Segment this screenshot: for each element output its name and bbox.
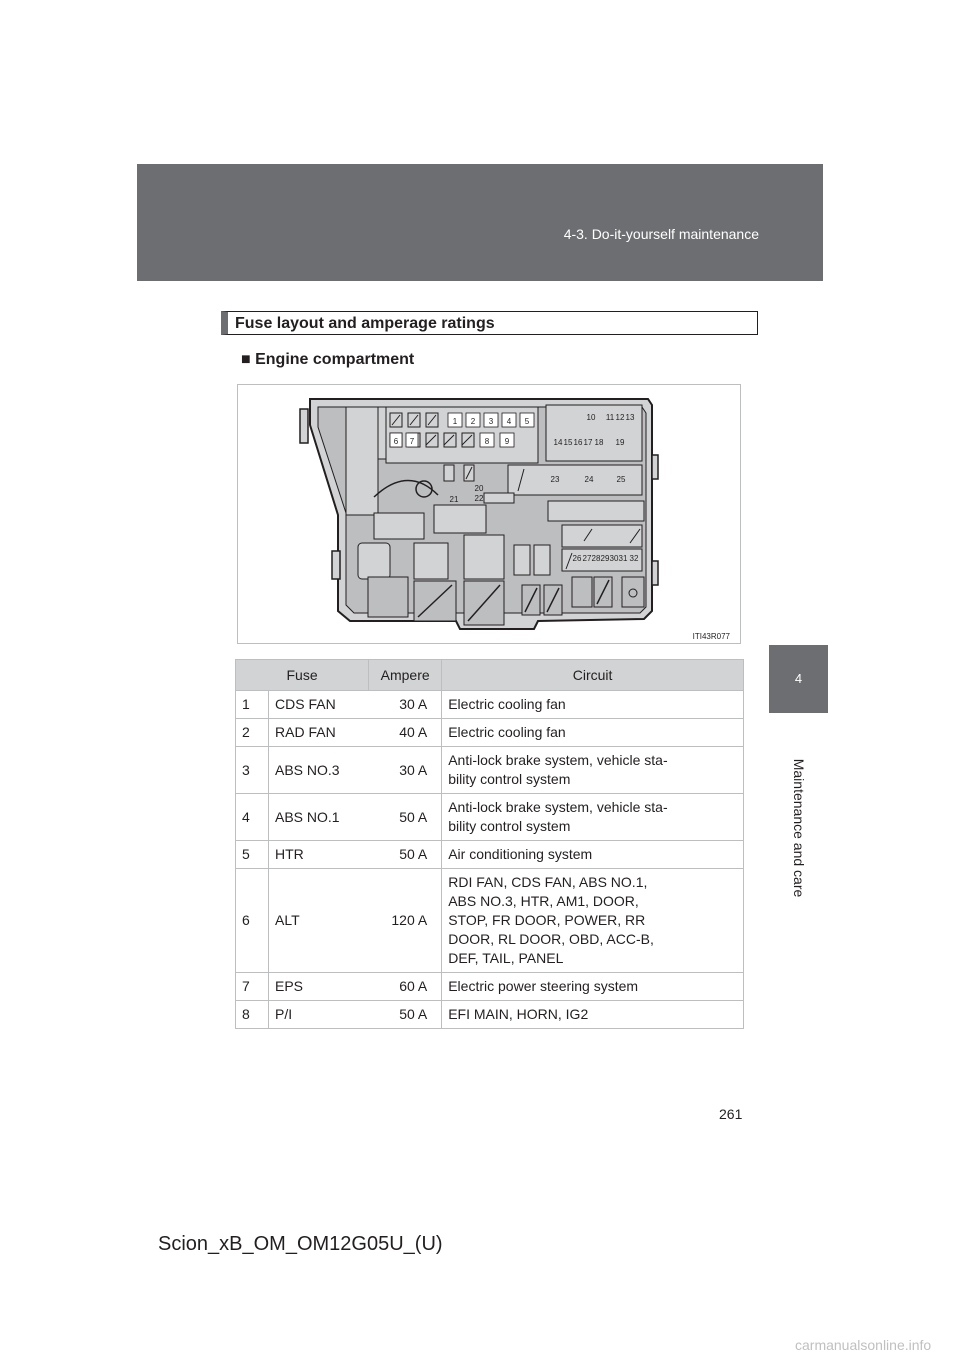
fuse-circuit: RDI FAN, CDS FAN, ABS NO.1, ABS NO.3, HTR, AM1, DOOR, STOP, FR DOOR, POWER, RR DOOR, RL DOOR, OBD, ACC-B, DEF, TAIL, PANEL — [442, 869, 744, 973]
fuse-name: ABS NO.1 — [269, 794, 369, 841]
svg-text:13: 13 — [625, 413, 635, 422]
svg-text:28: 28 — [591, 554, 601, 563]
fuse-circuit: Electric cooling fan — [442, 691, 744, 719]
fuse-box-diagram — [237, 384, 741, 644]
table-row — [236, 691, 744, 719]
svg-text:27: 27 — [582, 554, 592, 563]
sub-header-text: Fuse layout and amperage ratings — [235, 315, 495, 332]
fuse-circuit: Electric power steering system — [442, 973, 744, 1001]
section-heading: ■ Engine compartment — [241, 351, 415, 368]
svg-text:25: 25 — [616, 475, 626, 484]
svg-text:20: 20 — [474, 484, 484, 493]
fuse-name: RAD FAN — [269, 719, 369, 747]
fuse-name: HTR — [269, 841, 369, 869]
svg-text:2: 2 — [470, 417, 476, 426]
chapter-tab-label — [769, 713, 828, 943]
svg-text:15: 15 — [563, 438, 573, 447]
svg-text:12: 12 — [615, 413, 625, 422]
fuse-ampere: 120 A — [369, 869, 442, 973]
fuse-number: 6 — [236, 869, 269, 973]
sub-header — [221, 311, 758, 335]
svg-text:3: 3 — [488, 417, 494, 426]
svg-text:16: 16 — [573, 438, 583, 447]
svg-text:23: 23 — [550, 475, 560, 484]
fuse-number: 7 — [236, 973, 269, 1001]
col-header-fuse: Fuse — [236, 660, 369, 691]
table-row — [236, 1001, 744, 1029]
fuse-ampere: 50 A — [369, 841, 442, 869]
svg-text:30: 30 — [609, 554, 619, 563]
svg-text:19: 19 — [615, 438, 625, 447]
document-code: Scion_xB_OM_OM12G05U_(U) — [158, 1233, 443, 1255]
fuse-circuit: Electric cooling fan — [442, 719, 744, 747]
fuse-table — [235, 659, 744, 1029]
table-row — [236, 869, 744, 973]
fuse-ampere: 50 A — [369, 1001, 442, 1029]
svg-text:32: 32 — [629, 554, 639, 563]
svg-text:31: 31 — [618, 554, 628, 563]
fuse-circuit: EFI MAIN, HORN, IG2 — [442, 1001, 744, 1029]
svg-text:6: 6 — [393, 437, 399, 446]
svg-text:14: 14 — [553, 438, 563, 447]
fuse-number: 4 — [236, 794, 269, 841]
fuse-circuit: Anti-lock brake system, vehicle sta- bility control system — [442, 747, 744, 794]
fuse-ampere: 40 A — [369, 719, 442, 747]
fuse-circuit: Air conditioning system — [442, 841, 744, 869]
svg-text:18: 18 — [594, 438, 604, 447]
fuse-ampere: 50 A — [369, 794, 442, 841]
svg-text:1: 1 — [452, 417, 458, 426]
fuse-number: 1 — [236, 691, 269, 719]
table-row — [236, 747, 744, 794]
svg-text:9: 9 — [504, 437, 510, 446]
fuse-box-illustration — [238, 385, 742, 645]
svg-text:29: 29 — [600, 554, 610, 563]
fuse-name: ALT — [269, 869, 369, 973]
svg-text:8: 8 — [484, 437, 490, 446]
svg-text:22: 22 — [474, 494, 484, 503]
col-header-ampere: Ampere — [369, 660, 442, 691]
table-header-row — [236, 660, 744, 691]
watermark: carmanualsonline.info — [795, 1337, 932, 1353]
table-row — [236, 794, 744, 841]
svg-text:21: 21 — [449, 495, 459, 504]
fuse-ampere: 30 A — [369, 691, 442, 719]
fuse-number: 2 — [236, 719, 269, 747]
chapter-tab-number: 4 — [769, 645, 828, 713]
svg-text:7: 7 — [409, 437, 415, 446]
header-band — [137, 164, 823, 281]
fuse-number: 5 — [236, 841, 269, 869]
svg-text:26: 26 — [572, 554, 582, 563]
col-header-circuit: Circuit — [442, 660, 744, 691]
table-row — [236, 973, 744, 1001]
fuse-name: P/I — [269, 1001, 369, 1029]
fuse-name: EPS — [269, 973, 369, 1001]
svg-text:10: 10 — [586, 413, 596, 422]
svg-text:17: 17 — [583, 438, 593, 447]
fuse-ampere: 30 A — [369, 747, 442, 794]
chapter-tab-label-text: Maintenance and care — [790, 758, 807, 898]
fuse-circuit: Anti-lock brake system, vehicle sta- bility control system — [442, 794, 744, 841]
fuse-name: CDS FAN — [269, 691, 369, 719]
fuse-name: ABS NO.3 — [269, 747, 369, 794]
fuse-ampere: 60 A — [369, 973, 442, 1001]
fuse-number: 3 — [236, 747, 269, 794]
fuse-number: 8 — [236, 1001, 269, 1029]
diagram-code: ITI43R077 — [692, 632, 730, 641]
section-title-header: 4-3. Do-it-yourself maintenance — [563, 226, 759, 242]
svg-text:5: 5 — [524, 417, 530, 426]
svg-text:4: 4 — [506, 417, 512, 426]
table-row — [236, 719, 744, 747]
table-row — [236, 841, 744, 869]
page-number: 261 — [719, 1106, 743, 1122]
svg-text:24: 24 — [584, 475, 594, 484]
svg-text:11: 11 — [605, 413, 615, 422]
